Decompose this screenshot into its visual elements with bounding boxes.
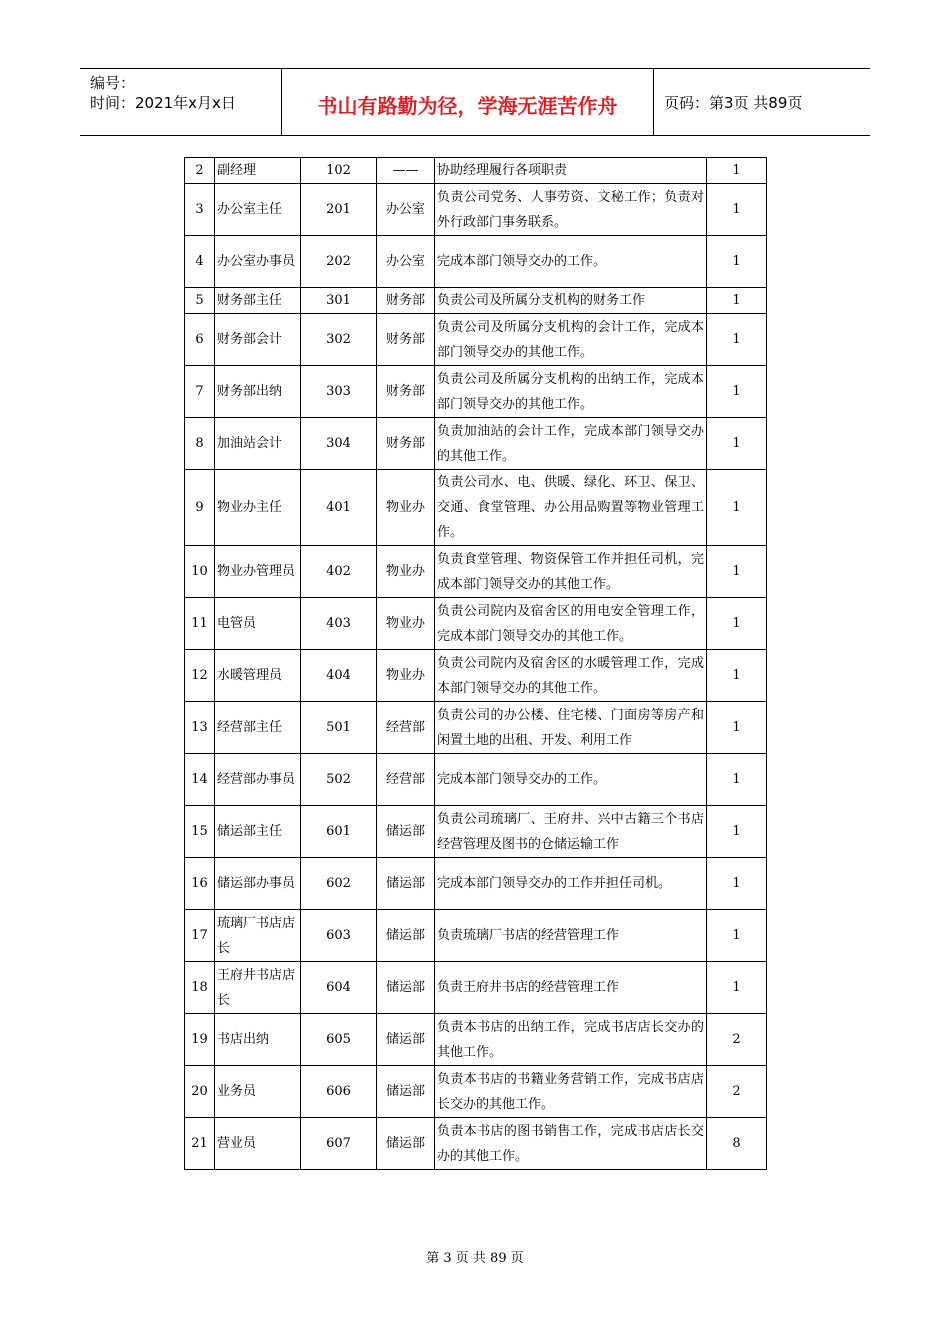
position-code: 301	[301, 288, 377, 314]
position-title: 书店出纳	[215, 1014, 301, 1066]
position-code: 302	[301, 314, 377, 366]
department: 储运部	[377, 962, 435, 1014]
job-description: 负责加油站的会计工作，完成本部门领导交办的其他工作。	[435, 418, 707, 470]
table-row	[185, 184, 767, 236]
department: ——	[377, 158, 435, 184]
row-number: 5	[185, 288, 215, 314]
headcount: 2	[707, 1014, 767, 1066]
department: 财务部	[377, 366, 435, 418]
position-code: 201	[301, 184, 377, 236]
position-code: 402	[301, 546, 377, 598]
department: 财务部	[377, 288, 435, 314]
department: 物业办	[377, 650, 435, 702]
job-description: 负责公司及所属分支机构的出纳工作，完成本部门领导交办的其他工作。	[435, 366, 707, 418]
position-title: 业务员	[215, 1066, 301, 1118]
position-code: 607	[301, 1118, 377, 1170]
headcount: 1	[707, 418, 767, 470]
position-code: 401	[301, 470, 377, 546]
row-number: 14	[185, 754, 215, 806]
headcount: 1	[707, 236, 767, 288]
job-description: 完成本部门领导交办的工作并担任司机。	[435, 858, 707, 910]
row-number: 9	[185, 470, 215, 546]
table-row	[185, 1066, 767, 1118]
position-table-body	[185, 158, 767, 1170]
position-title: 琉璃厂书店店长	[215, 910, 301, 962]
department: 物业办	[377, 546, 435, 598]
row-number: 17	[185, 910, 215, 962]
headcount: 1	[707, 470, 767, 546]
headcount: 1	[707, 962, 767, 1014]
headcount: 1	[707, 546, 767, 598]
row-number: 18	[185, 962, 215, 1014]
table-row	[185, 962, 767, 1014]
department: 储运部	[377, 806, 435, 858]
position-title: 营业员	[215, 1118, 301, 1170]
job-description: 负责本书店的图书销售工作，完成书店店长交办的其他工作。	[435, 1118, 707, 1170]
job-description: 负责本书店的书籍业务营销工作，完成书店店长交办的其他工作。	[435, 1066, 707, 1118]
position-title: 水暖管理员	[215, 650, 301, 702]
position-code: 303	[301, 366, 377, 418]
headcount: 2	[707, 1066, 767, 1118]
position-code: 602	[301, 858, 377, 910]
job-description: 负责公司院内及宿舍区的水暖管理工作，完成本部门领导交办的其他工作。	[435, 650, 707, 702]
row-number: 11	[185, 598, 215, 650]
table-row	[185, 418, 767, 470]
job-description: 负责本书店的出纳工作，完成书店店长交办的其他工作。	[435, 1014, 707, 1066]
header-motto: 书山有路勤为径，学海无涯苦作舟	[282, 69, 654, 135]
position-title: 经营部办事员	[215, 754, 301, 806]
row-number: 10	[185, 546, 215, 598]
position-title: 王府井书店店长	[215, 962, 301, 1014]
department: 经营部	[377, 702, 435, 754]
job-description: 协助经理履行各项职责	[435, 158, 707, 184]
department: 储运部	[377, 1118, 435, 1170]
department: 储运部	[377, 1014, 435, 1066]
position-code: 404	[301, 650, 377, 702]
table-row	[185, 754, 767, 806]
row-number: 7	[185, 366, 215, 418]
row-number: 4	[185, 236, 215, 288]
table-row	[185, 1118, 767, 1170]
position-code: 605	[301, 1014, 377, 1066]
position-code: 102	[301, 158, 377, 184]
time-label: 时间：2021年x月x日	[90, 94, 236, 112]
header-page-info: 页码：第3页 共89页	[664, 93, 803, 112]
table-row	[185, 158, 767, 184]
headcount: 1	[707, 858, 767, 910]
department: 储运部	[377, 1066, 435, 1118]
row-number: 13	[185, 702, 215, 754]
position-code: 604	[301, 962, 377, 1014]
position-code: 502	[301, 754, 377, 806]
table-row	[185, 546, 767, 598]
position-code: 304	[301, 418, 377, 470]
position-title: 物业办主任	[215, 470, 301, 546]
headcount: 1	[707, 314, 767, 366]
table-row	[185, 470, 767, 546]
table-row	[185, 288, 767, 314]
position-title: 加油站会计	[215, 418, 301, 470]
job-description: 完成本部门领导交办的工作。	[435, 236, 707, 288]
department: 经营部	[377, 754, 435, 806]
row-number: 16	[185, 858, 215, 910]
headcount: 1	[707, 702, 767, 754]
table-row	[185, 598, 767, 650]
position-title: 财务部出纳	[215, 366, 301, 418]
position-title: 储运部办事员	[215, 858, 301, 910]
job-description: 负责公司琉璃厂、王府井、兴中古籍三个书店经营管理及图书的仓储运输工作	[435, 806, 707, 858]
position-title: 财务部主任	[215, 288, 301, 314]
number-label: 编号：	[90, 74, 136, 92]
department: 储运部	[377, 910, 435, 962]
table-row	[185, 702, 767, 754]
job-description: 负责公司院内及宿舍区的用电安全管理工作，完成本部门领导交办的其他工作。	[435, 598, 707, 650]
job-description: 负责公司的办公楼、住宅楼、门面房等房产和闲置土地的出租、开发、利用工作	[435, 702, 707, 754]
row-number: 6	[185, 314, 215, 366]
position-code: 606	[301, 1066, 377, 1118]
position-title: 办公室主任	[215, 184, 301, 236]
department: 办公室	[377, 184, 435, 236]
row-number: 8	[185, 418, 215, 470]
position-title: 储运部主任	[215, 806, 301, 858]
position-code: 202	[301, 236, 377, 288]
job-description: 完成本部门领导交办的工作。	[435, 754, 707, 806]
page-footer: 第 3 页 共 89 页	[426, 1251, 524, 1266]
position-title: 电管员	[215, 598, 301, 650]
table-row	[185, 236, 767, 288]
row-number: 15	[185, 806, 215, 858]
position-table	[184, 157, 767, 1170]
table-row	[185, 366, 767, 418]
row-number: 2	[185, 158, 215, 184]
headcount: 1	[707, 184, 767, 236]
table-row	[185, 314, 767, 366]
job-description: 负责公司及所属分支机构的会计工作，完成本部门领导交办的其他工作。	[435, 314, 707, 366]
row-number: 12	[185, 650, 215, 702]
headcount: 1	[707, 806, 767, 858]
department: 储运部	[377, 858, 435, 910]
table-row	[185, 910, 767, 962]
headcount: 1	[707, 158, 767, 184]
row-number: 19	[185, 1014, 215, 1066]
position-code: 601	[301, 806, 377, 858]
department: 财务部	[377, 314, 435, 366]
headcount: 8	[707, 1118, 767, 1170]
position-code: 501	[301, 702, 377, 754]
headcount: 1	[707, 288, 767, 314]
job-description: 负责公司及所属分支机构的财务工作	[435, 288, 707, 314]
row-number: 20	[185, 1066, 215, 1118]
job-description: 负责食堂管理、物资保管工作并担任司机，完成本部门领导交办的其他工作。	[435, 546, 707, 598]
department: 办公室	[377, 236, 435, 288]
position-title: 经营部主任	[215, 702, 301, 754]
job-description: 负责公司水、电、供暖、绿化、环卫、保卫、交通、食堂管理、办公用品购置等物业管理工作。	[435, 470, 707, 546]
table-row	[185, 1014, 767, 1066]
headcount: 1	[707, 366, 767, 418]
position-title: 办公室办事员	[215, 236, 301, 288]
position-title: 物业办管理员	[215, 546, 301, 598]
job-description: 负责公司党务、人事劳资、文秘工作；负责对外行政部门事务联系。	[435, 184, 707, 236]
position-title: 副经理	[215, 158, 301, 184]
row-number: 21	[185, 1118, 215, 1170]
page-header	[80, 68, 870, 136]
row-number: 3	[185, 184, 215, 236]
headcount: 1	[707, 754, 767, 806]
position-code: 403	[301, 598, 377, 650]
position-title: 财务部会计	[215, 314, 301, 366]
header-meta	[80, 69, 282, 135]
headcount: 1	[707, 650, 767, 702]
department: 物业办	[377, 598, 435, 650]
job-description: 负责琉璃厂书店的经营管理工作	[435, 910, 707, 962]
headcount: 1	[707, 598, 767, 650]
department: 物业办	[377, 470, 435, 546]
position-code: 603	[301, 910, 377, 962]
job-description: 负责王府井书店的经营管理工作	[435, 962, 707, 1014]
table-row	[185, 806, 767, 858]
department: 财务部	[377, 418, 435, 470]
table-row	[185, 858, 767, 910]
headcount: 1	[707, 910, 767, 962]
table-row	[185, 650, 767, 702]
